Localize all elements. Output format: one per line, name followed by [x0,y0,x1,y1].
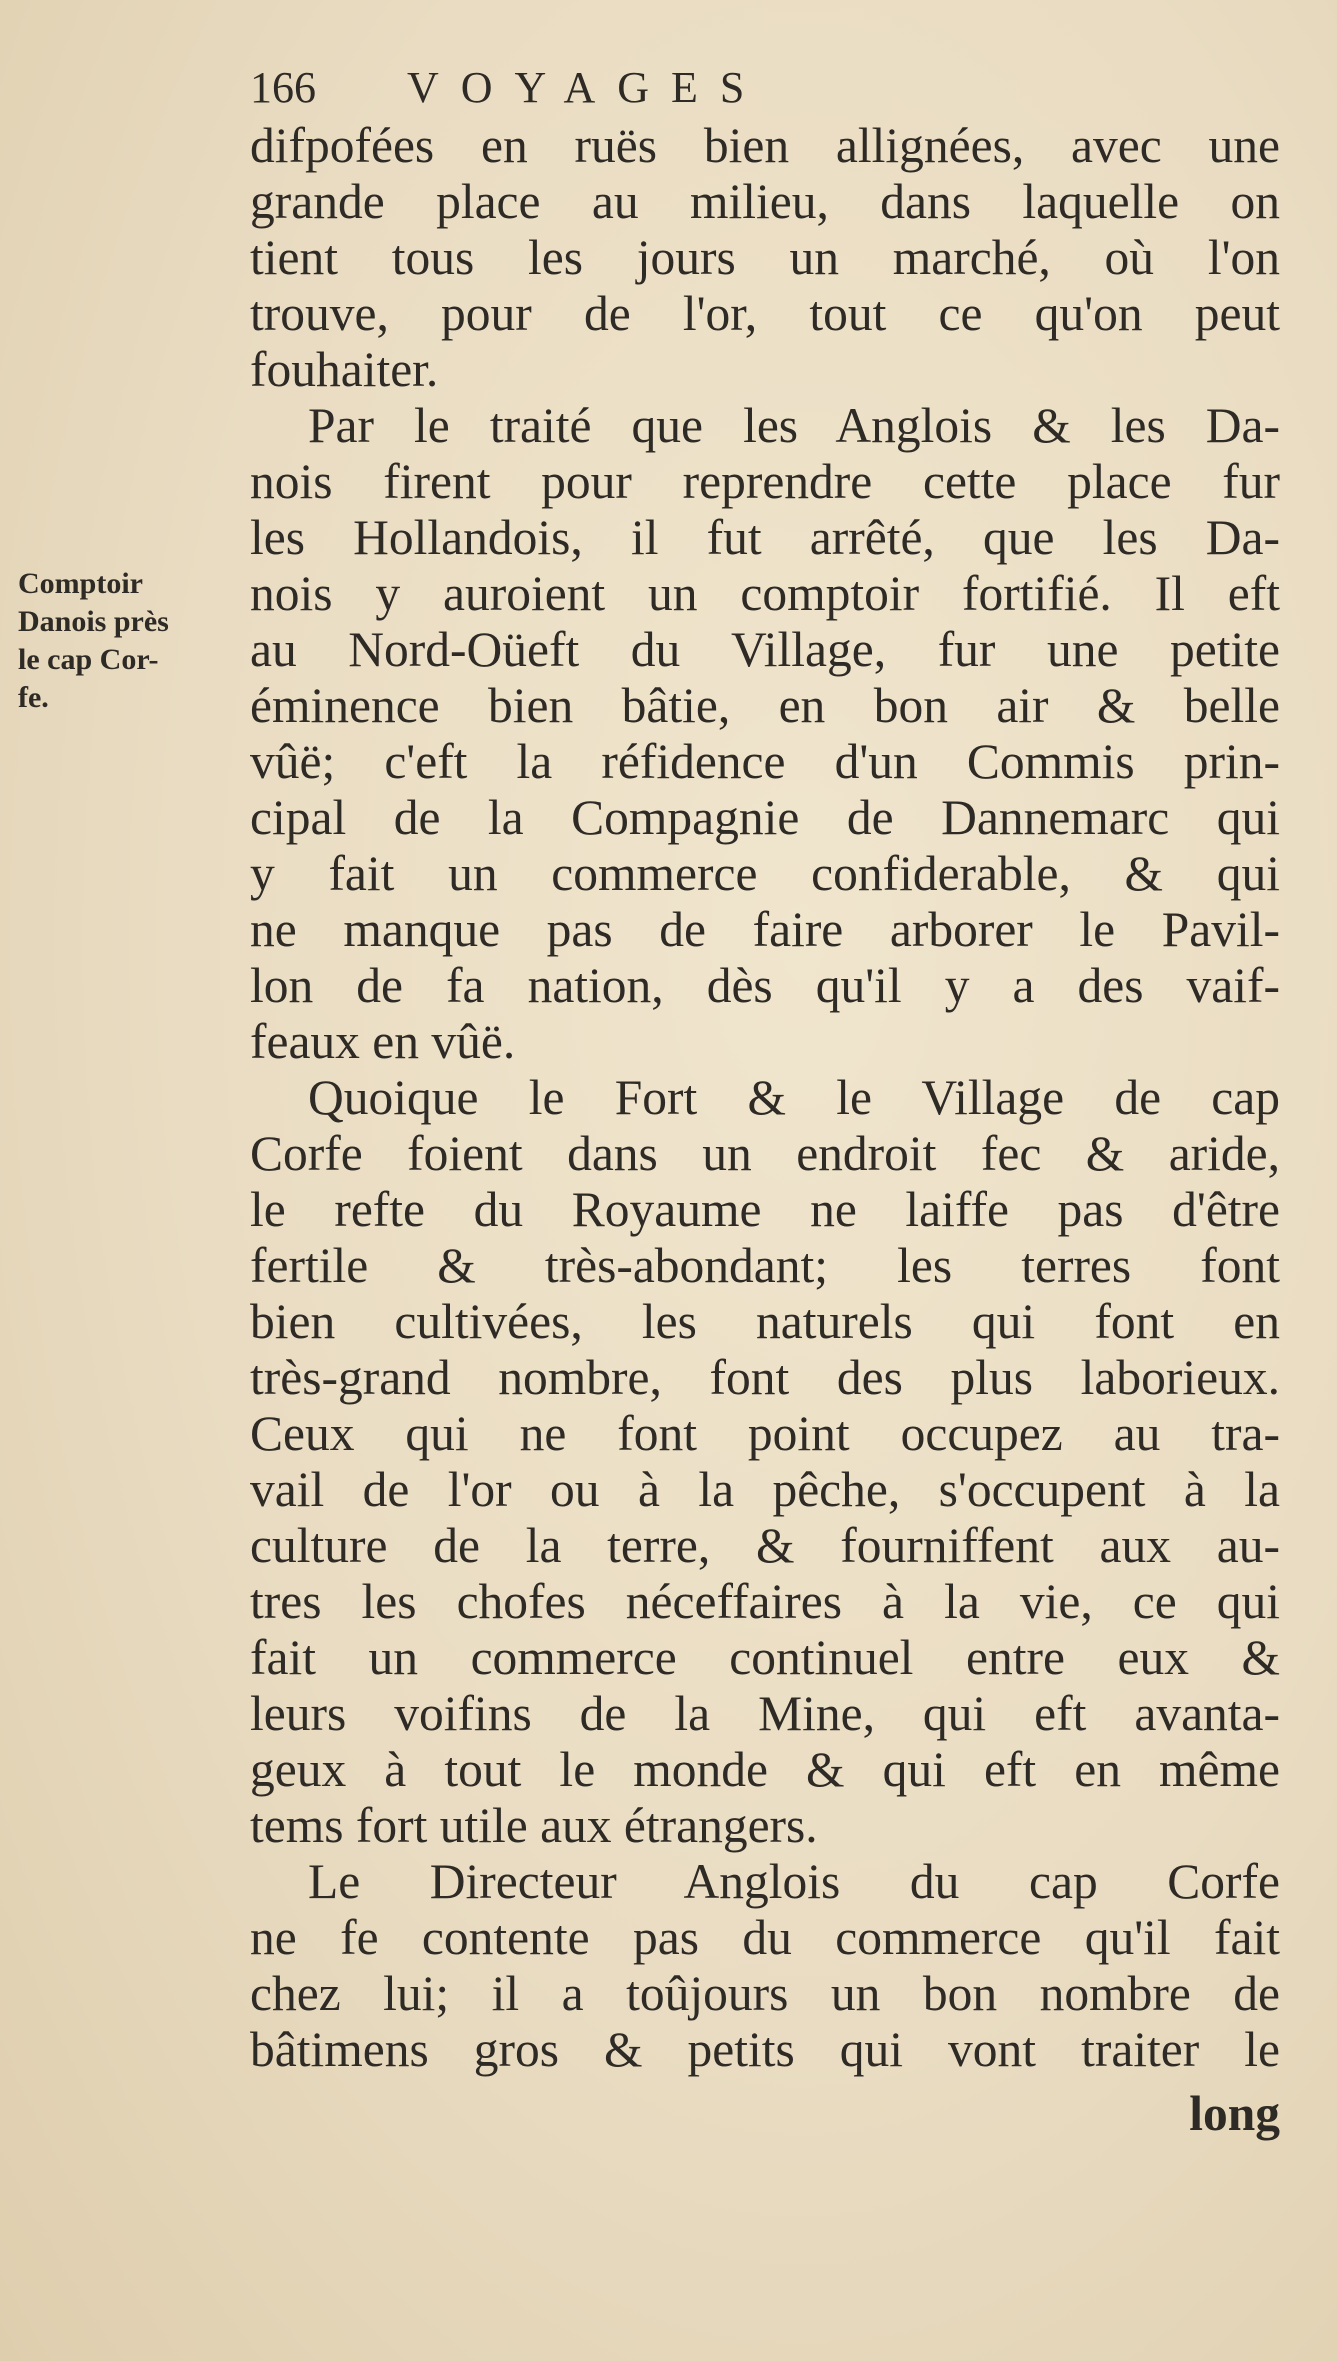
text-line: au Nord-Oüeft du Village, fur une petite [250,622,1280,677]
text-line: leurs voifins de la Mine, qui eft avanta- [250,1686,1280,1741]
text-line: cipal de la Compagnie de Dannemarc qui [250,790,1280,845]
text-line: grande place au milieu, dans laquelle on [250,174,1280,229]
text-line: nois y auroient un comptoir fortifié. Il eft [250,566,1280,621]
margin-note-line: Comptoir [18,567,143,600]
text-line: vail de l'or ou à la pêche, s'occupent à la [250,1462,1280,1517]
text-line: Quoique le Fort & le Village de cap [308,1070,1280,1125]
page-number: 166 [250,63,316,112]
catchword: long [1189,2086,1280,2141]
margin-note-line: Danois près [18,605,169,638]
text-line: ne fe contente pas du commerce qu'il fait [250,1910,1280,1965]
text-line: le refte du Royaume ne laiffe pas d'être [250,1182,1280,1237]
margin-note [18,565,248,717]
text-line: fertile & très-abondant; les terres font [250,1238,1280,1293]
text-line: nois firent pour reprendre cette place fur [250,454,1280,509]
text-line: éminence bien bâtie, en bon air & belle [250,678,1280,733]
text-line: tient tous les jours un marché, où l'on [250,230,1280,285]
margin-note-line: le cap Cor- [18,643,159,676]
text-line: très-grand nombre, font des plus laborieux. [250,1350,1280,1405]
text-line: fait un commerce continuel entre eux & [250,1630,1280,1685]
margin-note-line: fe. [18,681,49,714]
text-line: bien cultivées, les naturels qui font en [250,1294,1280,1349]
text-line: trouve, pour de l'or, tout ce qu'on peut [250,286,1280,341]
text-line: bâtimens gros & petits qui vont traiter le [250,2022,1280,2077]
running-head [250,62,766,113]
running-title: VOYAGES [407,63,767,112]
text-line: ne manque pas de faire arborer le Pavil- [250,902,1280,957]
text-line: les Hollandois, il fut arrêté, que les Da- [250,510,1280,565]
text-line: vûë; c'eft la réfidence d'un Commis prin- [250,734,1280,789]
text-line: Par le traité que les Anglois & les Da- [308,398,1280,453]
text-line: difpofées en ruës bien allignées, avec une [250,118,1280,173]
text-line: Corfe foient dans un endroit fec & aride, [250,1126,1280,1181]
text-line: tres les chofes néceffaires à la vie, ce qui [250,1574,1280,1629]
text-line: chez lui; il a toûjours un bon nombre de [250,1966,1280,2021]
text-line: tems fort utile aux étrangers. [250,1798,818,1853]
text-line: fouhaiter. [250,342,439,397]
text-line: geux à tout le monde & qui eft en même [250,1742,1280,1797]
text-line: lon de fa nation, dès qu'il y a des vaif- [250,958,1280,1013]
text-line: y fait un commerce confiderable, & qui [250,846,1280,901]
text-line: culture de la terre, & fourniffent aux au- [250,1518,1280,1573]
text-line: feaux en vûë. [250,1014,516,1069]
text-line: Ceux qui ne font point occupez au tra- [250,1406,1280,1461]
text-line: Le Directeur Anglois du cap Corfe [308,1854,1280,1909]
